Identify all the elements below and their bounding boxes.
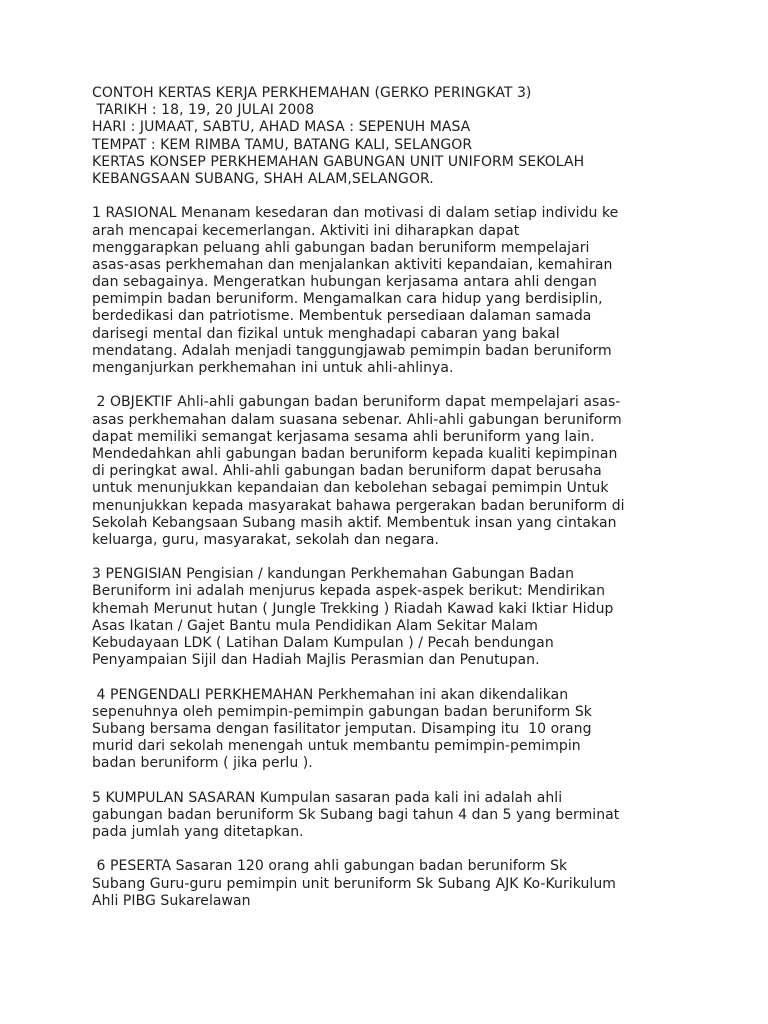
section-kumpulan-sasaran-paragraph <box>92 790 692 842</box>
concept-line: KERTAS KONSEP PERKHEMAHAN GABUNGAN UNIT UNIFORM SEKOLAH <box>92 153 585 170</box>
paragraph-line: Subang bersama dengan fasilitator jemputan. Disamping itu 10 orang <box>92 720 592 737</box>
paragraph-line: menunjukkan kepada masyarakat bahawa pergerakan badan beruniform di <box>92 497 625 514</box>
paragraph-line: asas-asas perkhemahan dan menjalankan aktiviti kepandaian, kemahiran <box>92 256 613 273</box>
paragraph-line: asas perkhemahan dalam suasana sebenar. Ahli-ahli gabungan beruniform <box>92 411 622 428</box>
paragraph-line: berdedikasi dan patriotisme. Membentuk persediaan dalaman samada <box>92 308 592 325</box>
section-peserta-paragraph <box>92 858 692 910</box>
paragraph-line: menganjurkan perkhemahan ini untuk ahli-ahlinya. <box>92 360 454 376</box>
document-body <box>92 85 692 910</box>
paragraph-line: pada jumlah yang ditetapkan. <box>92 824 304 841</box>
paragraph-line: gabungan badan beruniform Sk Subang bagi tahun 4 dan 5 yang berminat <box>92 806 620 823</box>
paragraph-line: untuk menunjukkan kepandaian dan kebolehan sebagai pemimpin Untuk <box>92 480 609 497</box>
paragraph-line: di peringkat awal. Ahli-ahli gabungan badan beruniform dapat berusaha <box>92 463 602 480</box>
paragraph-line: mendatang. Adalah menjadi tanggungjawab pemimpin badan beruniform <box>92 342 612 359</box>
paragraph-line: sepenuhnya oleh pemimpin-pemimpin gabungan badan beruniform Sk <box>92 703 592 720</box>
paragraph-line: 2 OBJEKTIF Ahli-ahli gabungan badan beruniform dapat mempelajari asas- <box>92 394 621 411</box>
paragraph-line: pemimpin badan beruniform. Mengamalkan cara hidup yang berdisiplin, <box>92 291 603 308</box>
paragraph-line: arah mencapai kecemerlangan. Aktiviti ini diharapkan dapat <box>92 222 520 239</box>
paragraph-line: 4 PENGENDALI PERKHEMAHAN Perkhemahan ini akan dikendalikan <box>92 686 569 703</box>
paragraph-line: Subang Guru-guru pemimpin unit beruniform Sk Subang AJK Ko-Kurikulum <box>92 875 616 892</box>
document-header <box>92 85 692 188</box>
section-objektif-paragraph <box>92 394 692 549</box>
venue-line: TEMPAT : KEM RIMBA TAMU, BATANG KALI, SELANGOR <box>92 136 473 153</box>
paragraph-line: murid dari sekolah menengah untuk membantu pemimpin-pemimpin <box>92 738 581 755</box>
paragraph-line: dan sebagainya. Mengeratkan hubungan kerjasama antara ahli dengan <box>92 274 597 291</box>
paragraph-spacer <box>92 377 692 394</box>
paragraph-line: Mendedahkan ahli gabungan badan beruniform kepada kualiti kepimpinan <box>92 445 618 462</box>
paragraph-line: dapat memiliki semangat kerjasama sesama ahli beruniform yang lain. <box>92 428 595 445</box>
paragraph-line: Kebudayaan LDK ( Latihan Dalam Kumpulan ) / Pecah bendungan <box>92 635 554 651</box>
paragraph-line: Beruniform ini adalah menjurus kepada aspek-aspek berikut: Mendirikan <box>92 583 606 600</box>
paragraph-line: Sekolah Kebangsaan Subang masih aktif. Membentuk insan yang cintakan <box>92 514 617 531</box>
paragraph-spacer <box>92 773 692 790</box>
concept-line: KEBANGSAAN SUBANG, SHAH ALAM,SELANGOR. <box>92 170 434 187</box>
day-line: HARI : JUMAAT, SABTU, AHAD MASA : SEPENUH MASA <box>92 119 471 136</box>
paragraph-line: darisegi mental dan fizikal untuk menghadapi cabaran yang bakal <box>92 325 560 342</box>
paragraph-spacer <box>92 188 692 205</box>
paragraph-line: Asas Ikatan / Gajet Bantu mula Pendidikan Alam Sekitar Malam <box>92 617 538 634</box>
paragraph-line: keluarga, guru, masyarakat, sekolah dan negara. <box>92 531 440 548</box>
paragraph-line: 3 PENGISIAN Pengisian / kandungan Perkhemahan Gabungan Badan <box>92 566 575 583</box>
paragraph-line: menggarapkan peluang ahli gabungan badan beruniform mempelajari <box>92 239 590 256</box>
paragraph-spacer <box>92 841 692 858</box>
section-rasional-paragraph <box>92 205 692 377</box>
document-title: CONTOH KERTAS KERJA PERKHEMAHAN (GERKO PERINGKAT 3) <box>92 85 532 101</box>
section-pengendali-paragraph <box>92 687 692 773</box>
paragraph-spacer <box>92 549 692 566</box>
paragraph-line: Penyampaian Sijil dan Hadiah Majlis Perasmian dan Penutupan. <box>92 652 540 669</box>
section-pengisian-paragraph <box>92 566 692 669</box>
paragraph-line: 6 PESERTA Sasaran 120 orang ahli gabungan badan beruniform Sk <box>92 858 568 875</box>
document-sections <box>92 188 692 910</box>
paragraph-line: badan beruniform ( jika perlu ). <box>92 755 313 772</box>
date-line: TARIKH : 18, 19, 20 JULAI 2008 <box>92 102 315 119</box>
paragraph-line: 5 KUMPULAN SASARAN Kumpulan sasaran pada kali ini adalah ahli <box>92 789 563 806</box>
paragraph-line: 1 RASIONAL Menanam kesedaran dan motivasi di dalam setiap individu ke <box>92 205 619 222</box>
paragraph-spacer <box>92 669 692 686</box>
paragraph-line: Ahli PIBG Sukarelawan <box>92 892 251 909</box>
paragraph-line: khemah Merunut hutan ( Jungle Trekking ) Riadah Kawad kaki Iktiar Hidup <box>92 600 614 617</box>
